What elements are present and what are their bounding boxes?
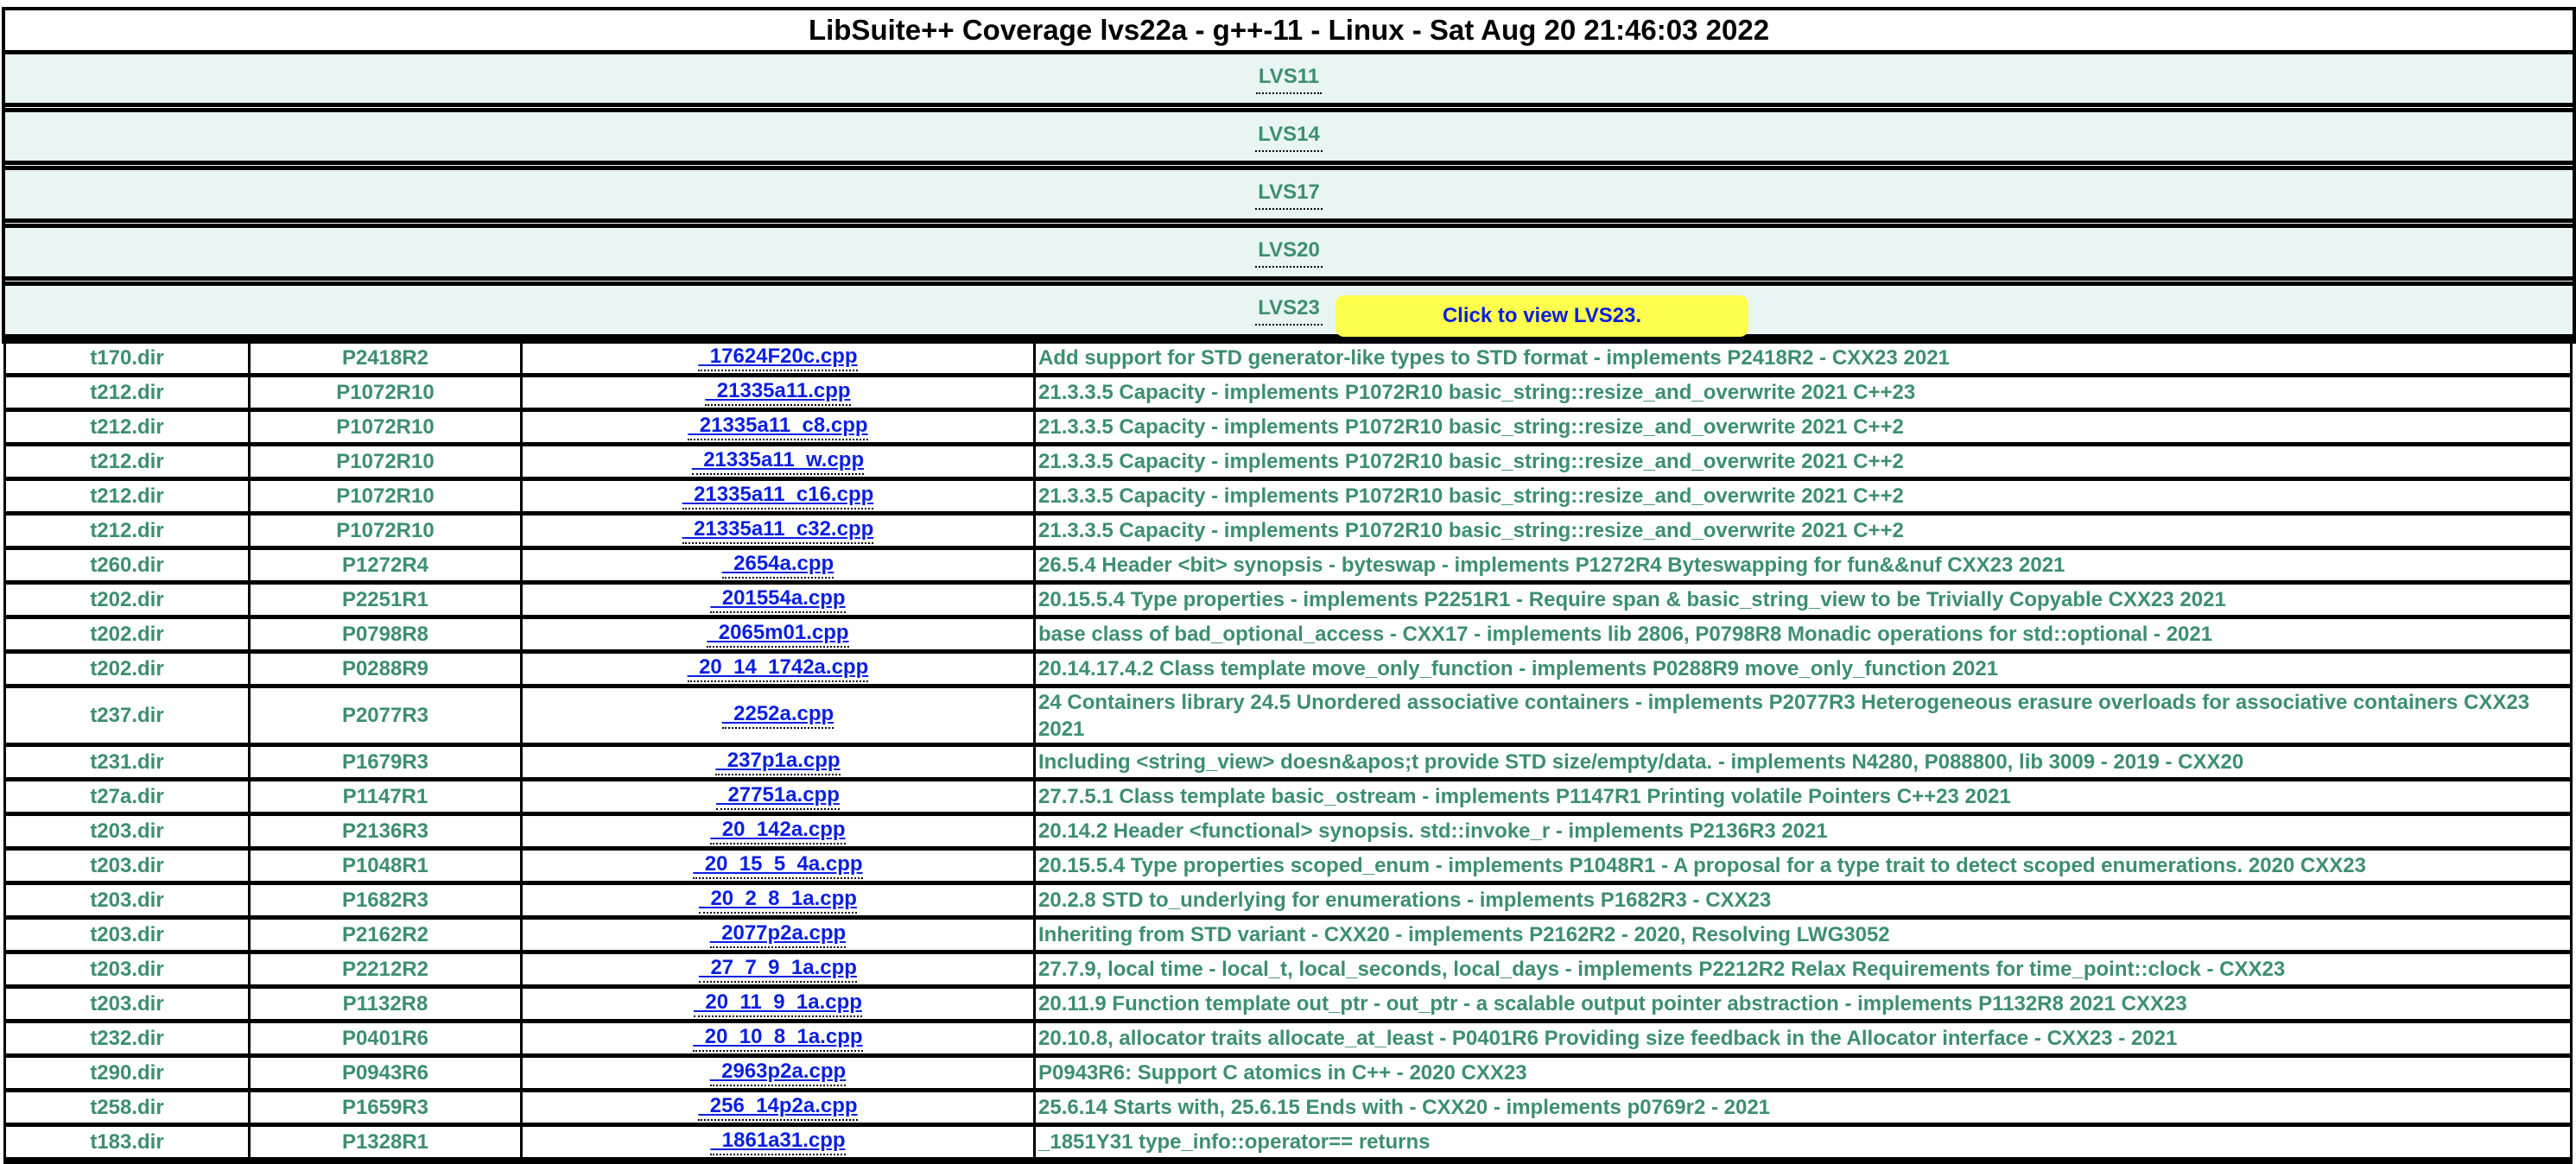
- dir-cell: t260.dir: [6, 550, 251, 580]
- section-lvs11: [5, 54, 2573, 107]
- dir-cell: t212.dir: [6, 481, 251, 511]
- file-link[interactable]: _2654a.cpp: [722, 552, 834, 579]
- description-cell: 21.3.3.5 Capacity - implements P1072R10 basic_string::resize_and_overwrite 2021 C++2: [1038, 450, 1904, 473]
- paper-cell: P1147R1: [251, 781, 523, 812]
- dir-cell: t203.dir: [6, 954, 251, 984]
- dir-cell: t203.dir: [6, 885, 251, 915]
- paper-cell: P1132R8: [251, 989, 523, 1019]
- file-link[interactable]: _2963p2a.cpp: [710, 1060, 846, 1086]
- description-cell: 20.11.9 Function template out_ptr - out_ptr - a scalable output pointer abstraction - implements P1132R8 2021 CXX23: [1038, 992, 2187, 1015]
- table-row: [6, 446, 2570, 481]
- description-cell: 21.3.3.5 Capacity - implements P1072R10 basic_string::resize_and_overwrite 2021 C++2: [1038, 519, 1904, 542]
- table-row: [6, 481, 2570, 516]
- file-cell: [523, 619, 1036, 649]
- file-link[interactable]: _2252a.cpp: [722, 702, 834, 729]
- file-cell: [523, 377, 1036, 408]
- paper-cell: P2212R2: [251, 954, 523, 984]
- paper-cell: P1048R1: [251, 851, 523, 881]
- dir-cell: t203.dir: [6, 920, 251, 950]
- table-row: [6, 1127, 2570, 1161]
- paper-cell: P1072R10: [251, 377, 523, 408]
- file-link[interactable]: _20_15_5_4a.cpp: [693, 852, 862, 879]
- paper-cell: P1072R10: [251, 481, 523, 511]
- paper-cell: P1328R1: [251, 1127, 523, 1157]
- dir-cell: t170.dir: [6, 343, 251, 373]
- file-cell: [523, 1058, 1036, 1088]
- file-link[interactable]: _20_11_9_1a.cpp: [694, 990, 862, 1017]
- file-link[interactable]: _20_10_8_1a.cpp: [693, 1025, 862, 1052]
- paper-cell: P1679R3: [251, 747, 523, 777]
- file-link[interactable]: _27751a.cpp: [716, 783, 840, 810]
- report-frame: [2, 7, 2576, 344]
- table-row: [6, 747, 2570, 781]
- description-cell: 20.14.2 Header <functional> synopsis. std::invoke_r - implements P2136R3 2021: [1038, 819, 1828, 843]
- coverage-table: [3, 338, 2573, 1164]
- file-cell: [523, 1023, 1036, 1053]
- dir-cell: t212.dir: [6, 377, 251, 408]
- file-cell: [523, 920, 1036, 950]
- section-lvs20: [5, 228, 2573, 281]
- file-link[interactable]: _20_142a.cpp: [710, 818, 845, 845]
- section-link-lvs11[interactable]: LVS11: [1256, 65, 1322, 94]
- paper-cell: P1072R10: [251, 446, 523, 477]
- description-cell: Inheriting from STD variant - CXX20 - implements P2162R2 - 2020, Resolving LWG3052: [1038, 923, 1890, 946]
- table-row: [6, 989, 2570, 1023]
- dir-cell: t232.dir: [6, 1023, 251, 1053]
- description-cell: 20.15.5.4 Type properties scoped_enum - implements P1048R1 - A proposal for a type trait to detect scoped enumerations. 2020 CXX23: [1038, 854, 2366, 877]
- description-cell: 27.7.5.1 Class template basic_ostream - implements P1147R1 Printing volatile Pointers C++23 2021: [1038, 785, 2011, 808]
- paper-cell: P2251R1: [251, 585, 523, 615]
- file-link[interactable]: _1861a31.cpp: [710, 1129, 845, 1155]
- file-cell: [523, 885, 1036, 915]
- description-cell: 21.3.3.5 Capacity - implements P1072R10 basic_string::resize_and_overwrite 2021 C++23: [1038, 381, 1916, 404]
- tooltip: Click to view LVS23.: [1336, 295, 1748, 337]
- section-link-lvs20[interactable]: LVS20: [1255, 238, 1323, 268]
- table-row: [6, 516, 2570, 550]
- description-cell: 21.3.3.5 Capacity - implements P1072R10 basic_string::resize_and_overwrite 2021 C++2: [1038, 415, 1904, 439]
- section-lvs14: [5, 112, 2573, 165]
- dir-cell: t212.dir: [6, 516, 251, 546]
- dir-cell: t183.dir: [6, 1127, 251, 1157]
- file-cell: [523, 585, 1036, 615]
- table-row: [6, 412, 2570, 446]
- dir-cell: t258.dir: [6, 1092, 251, 1123]
- description-cell: _1851Y31 type_info::operator== returns: [1038, 1130, 1431, 1154]
- description-cell: 20.10.8, allocator traits allocate_at_least - P0401R6 Providing size feedback in the Allocator interface - CXX23 - 2021: [1038, 1027, 2178, 1050]
- file-cell: [523, 343, 1036, 373]
- file-link[interactable]: _2065m01.cpp: [707, 621, 848, 648]
- file-link[interactable]: _17624F20c.cpp: [698, 345, 857, 371]
- description-cell: 25.6.14 Starts with, 25.6.15 Ends with - CXX20 - implements p0769r2 - 2021: [1038, 1096, 1771, 1119]
- section-link-lvs17[interactable]: LVS17: [1255, 180, 1323, 210]
- paper-cell: P2077R3: [251, 688, 523, 743]
- paper-cell: P1659R3: [251, 1092, 523, 1123]
- dir-cell: t290.dir: [6, 1058, 251, 1088]
- file-cell: [523, 412, 1036, 442]
- table-row: [6, 954, 2570, 989]
- description-cell: base class of bad_optional_access - CXX17 - implements lib 2806, P0798R8 Monadic operations for std::optional - 2021: [1038, 623, 2213, 646]
- description-cell: 24 Containers library 24.5 Unordered associative containers - implements P2077R3 Heterogeneous erasure overloads for associative containers CXX23 2021: [1038, 690, 2530, 741]
- paper-cell: P0401R6: [251, 1023, 523, 1053]
- file-cell: [523, 989, 1036, 1019]
- file-cell: [523, 816, 1036, 846]
- file-cell: [523, 481, 1036, 511]
- paper-cell: P1072R10: [251, 412, 523, 442]
- table-row: [6, 781, 2570, 816]
- file-cell: [523, 688, 1036, 743]
- paper-cell: P2162R2: [251, 920, 523, 950]
- file-cell: [523, 516, 1036, 546]
- file-cell: [523, 550, 1036, 580]
- paper-cell: P0943R6: [251, 1058, 523, 1088]
- description-cell: 27.7.9, local time - local_t, local_seconds, local_days - implements P2212R2 Relax Requirements for time_point::clock - CXX23: [1038, 958, 2286, 981]
- description-cell: 20.15.5.4 Type properties - implements P2251R1 - Require span & basic_string_view to be Trivially Copyable CXX23 2021: [1038, 588, 2226, 611]
- file-link[interactable]: _21335a11_c8.cpp: [688, 414, 867, 440]
- file-link[interactable]: _201554a.cpp: [710, 586, 845, 613]
- description-cell: P0943R6: Support C atomics in C++ - 2020 CXX23: [1038, 1061, 1527, 1085]
- table-row: [6, 816, 2570, 851]
- paper-cell: P2418R2: [251, 343, 523, 373]
- table-row: [6, 619, 2570, 654]
- paper-cell: P2136R3: [251, 816, 523, 846]
- section-lvs23: [5, 286, 2573, 338]
- file-cell: [523, 446, 1036, 477]
- dir-cell: t212.dir: [6, 446, 251, 477]
- file-cell: [523, 1092, 1036, 1123]
- paper-cell: P1072R10: [251, 516, 523, 546]
- table-row: [6, 343, 2570, 377]
- paper-cell: P0288R9: [251, 654, 523, 684]
- file-link[interactable]: _21335a11_w.cpp: [692, 448, 864, 475]
- file-cell: [523, 954, 1036, 984]
- table-row: [6, 377, 2570, 412]
- file-link[interactable]: _21335a11_c16.cpp: [682, 483, 874, 509]
- description-cell: 20.14.17.4.2 Class template move_only_function - implements P0288R9 move_only_function 2021: [1038, 657, 1999, 680]
- file-link[interactable]: _256_14p2a.cpp: [698, 1094, 857, 1121]
- description-cell: 26.5.4 Header <bit> synopsis - byteswap - implements P1272R4 Byteswapping for fun&&nuf CXX23 2021: [1038, 554, 2065, 577]
- dir-cell: t27a.dir: [6, 781, 251, 812]
- file-link[interactable]: _21335a11_c32.cpp: [682, 517, 874, 544]
- table-row: [6, 885, 2570, 920]
- file-cell: [523, 747, 1036, 777]
- file-link[interactable]: _2077p2a.cpp: [710, 921, 846, 948]
- dir-cell: t203.dir: [6, 989, 251, 1019]
- table-row: [6, 851, 2570, 885]
- dir-cell: t237.dir: [6, 688, 251, 743]
- dir-cell: t231.dir: [6, 747, 251, 777]
- section-link-lvs23[interactable]: LVS23: [1255, 296, 1323, 326]
- table-row: [6, 920, 2570, 954]
- file-cell: [523, 781, 1036, 812]
- paper-cell: P1682R3: [251, 885, 523, 915]
- paper-cell: P1272R4: [251, 550, 523, 580]
- file-cell: [523, 851, 1036, 881]
- description-cell: Add support for STD generator-like types to STD format - implements P2418R2 - CXX23 2021: [1038, 346, 1950, 370]
- file-link[interactable]: _21335a11.cpp: [705, 379, 850, 406]
- paper-cell: P0798R8: [251, 619, 523, 649]
- file-link[interactable]: _20_14_1742a.cpp: [688, 655, 869, 682]
- table-row: [6, 1023, 2570, 1058]
- dir-cell: t202.dir: [6, 654, 251, 684]
- table-row: [6, 654, 2570, 688]
- dir-cell: t202.dir: [6, 585, 251, 615]
- section-link-lvs14[interactable]: LVS14: [1255, 123, 1323, 152]
- section-lvs17: [5, 170, 2573, 223]
- dir-cell: t202.dir: [6, 619, 251, 649]
- table-row: [6, 688, 2570, 747]
- table-row: [6, 550, 2570, 585]
- table-row: [6, 1092, 2570, 1127]
- table-row: [6, 1058, 2570, 1092]
- file-link[interactable]: _20_2_8_1a.cpp: [699, 887, 857, 914]
- file-link[interactable]: _27_7_9_1a.cpp: [699, 956, 857, 983]
- dir-cell: t212.dir: [6, 412, 251, 442]
- dir-cell: t203.dir: [6, 816, 251, 846]
- description-cell: Including <string_view> doesn&apos;t provide STD size/empty/data. - implements N4280, P088800, lib 3009 - 2019 - CXX20: [1038, 750, 2244, 774]
- description-cell: 20.2.8 STD to_underlying for enumerations - implements P1682R3 - CXX23: [1038, 889, 1772, 912]
- file-cell: [523, 654, 1036, 684]
- table-row: [6, 585, 2570, 619]
- file-cell: [523, 1127, 1036, 1157]
- file-link[interactable]: _237p1a.cpp: [715, 749, 840, 775]
- dir-cell: t203.dir: [6, 851, 251, 881]
- description-cell: 21.3.3.5 Capacity - implements P1072R10 basic_string::resize_and_overwrite 2021 C++2: [1038, 484, 1904, 508]
- page-title: LibSuite++ Coverage lvs22a - g++-11 - Linux - Sat Aug 20 21:46:03 2022: [5, 10, 2573, 54]
